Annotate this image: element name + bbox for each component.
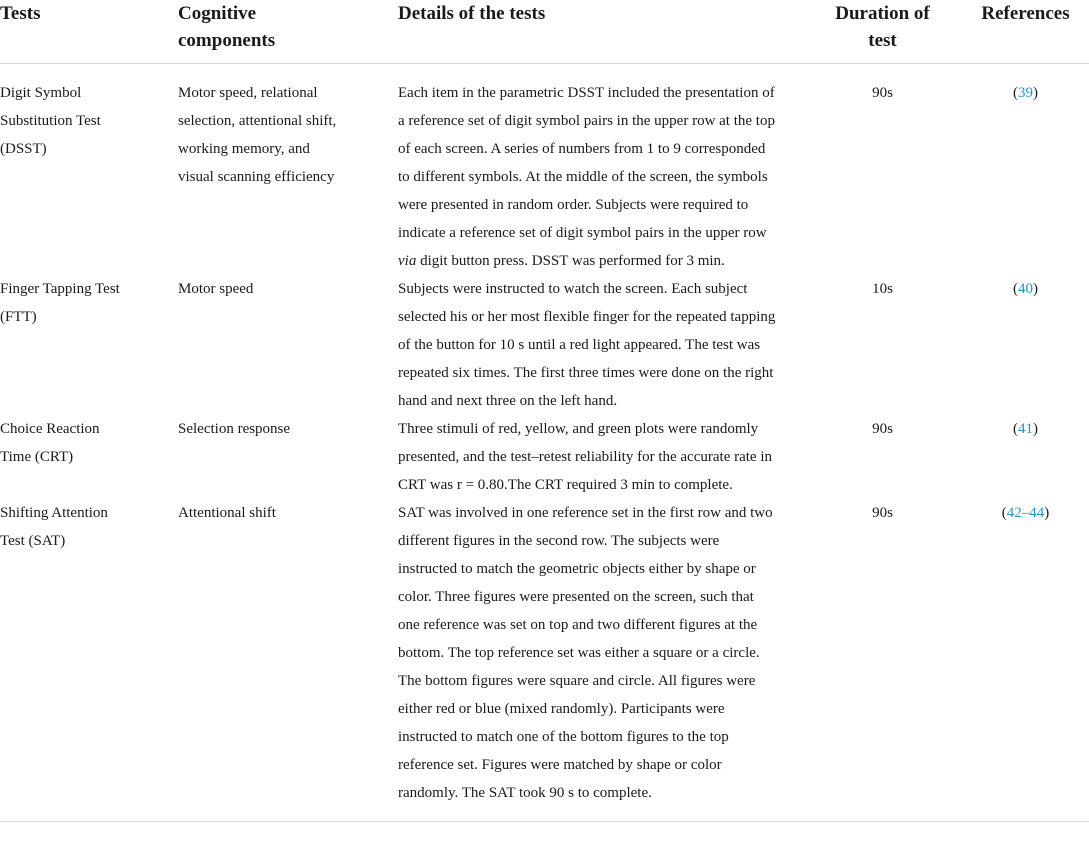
header-duration	[803, 0, 962, 63]
cell-details-text: Three stimuli of red, yellow, and green plots were randomly presented, and the test–retest reliability for the accurate rate in CRT was r = 0.80.The CRT required 3 min to complete.	[398, 420, 772, 493]
cell-details-text: Subjects were instructed to watch the screen. Each subject selected his or her most flexible finger for the repeated tapping of the button for 10 s until a red light appeared. The test was repeated six times. The first three times were done on the right hand and next three on the left hand.	[398, 280, 776, 409]
cell-duration: 90s	[872, 84, 893, 101]
details-text-part: Each item in the parametric DSST included the presentation of a reference set of digit symbol pairs in the upper row at the top of each screen. A series of numbers from 1 to 9 corresponded to different symbols. At the middle of the screen, the symbols were presented in random order. Subjects were required to indicate a reference set of digit symbol pairs in the upper row	[398, 84, 775, 241]
cell-test	[0, 275, 178, 415]
table-row	[0, 415, 1089, 499]
cell-test-text: Choice Reaction Time (CRT)	[0, 420, 100, 465]
cell-test	[0, 415, 178, 499]
cell-components	[178, 63, 398, 275]
header-cognitive-components	[178, 0, 398, 63]
cell-duration: 90s	[872, 420, 893, 437]
table-header	[0, 0, 1089, 63]
reference-link[interactable]: 40	[1018, 280, 1033, 297]
ref-open-paren: (	[1013, 84, 1018, 101]
cell-reference	[962, 275, 1089, 415]
cell-duration: 90s	[872, 504, 893, 521]
cell-details	[398, 63, 803, 275]
cell-reference	[962, 415, 1089, 499]
ref-open-paren: (	[1013, 420, 1018, 437]
cell-details	[398, 275, 803, 415]
cell-details-text: SAT was involved in one reference set in the first row and two different figures in the second row. The subjects were instructed to match the geometric objects either by shape or color. Three figures were presented on the screen, such that one reference was set on top and two different figures at the bottom. The top reference set was either a square or a circle. The bottom figures were square and circle. All figures were either red or blue (mixed randomly). Participants were instructed to match one of the bottom figures to the top reference set. Figures were matched by shape or color randomly. The SAT took 90 s to complete.	[398, 504, 773, 801]
cell-test	[0, 499, 178, 822]
cell-test	[0, 63, 178, 275]
details-italic-text: via	[398, 252, 417, 269]
cell-components: Motor speed	[178, 280, 254, 297]
cell-reference	[962, 499, 1089, 822]
ref-close-paren: )	[1044, 504, 1050, 521]
ref-close-paren: )	[1033, 280, 1038, 297]
cell-components: Selection response	[178, 420, 291, 437]
cell-test-text: Finger Tapping Test (FTT)	[0, 280, 120, 325]
ref-open-paren: (	[1001, 504, 1007, 521]
header-references: References	[981, 3, 1070, 24]
table-row	[0, 63, 1089, 275]
cell-details-text	[398, 79, 778, 275]
ref-open-paren: (	[1013, 280, 1018, 297]
cell-details	[398, 499, 803, 822]
cell-test-text: Digit Symbol Substitution Test (DSST)	[0, 84, 101, 157]
table-row	[0, 275, 1089, 415]
table-row	[0, 499, 1089, 822]
details-text-part: digit button press. DSST was performed for 3 min.	[416, 252, 725, 269]
header-details: Details of the tests	[398, 3, 546, 24]
cell-duration: 10s	[872, 280, 893, 297]
cell-test-text: Shifting Attention Test (SAT)	[0, 504, 108, 549]
ref-close-paren: )	[1033, 420, 1038, 437]
reference-link[interactable]: 39	[1018, 84, 1033, 101]
cell-components-text: Motor speed, relational selection, attentional shift, working memory, and visual scanning efficiency	[178, 84, 337, 185]
cell-components: Attentional shift	[178, 504, 276, 521]
reference-link[interactable]: 41	[1018, 420, 1033, 437]
cell-details	[398, 415, 803, 499]
header-tests: Tests	[0, 3, 41, 24]
header-cognitive-components-text: Cognitive components	[178, 3, 276, 51]
reference-link[interactable]: 42–44	[1006, 504, 1045, 521]
table-body	[0, 63, 1089, 821]
header-duration-text: Duration of test	[835, 3, 930, 51]
ref-close-paren: )	[1033, 84, 1038, 101]
cell-reference	[962, 63, 1089, 275]
header-row	[0, 0, 1089, 63]
